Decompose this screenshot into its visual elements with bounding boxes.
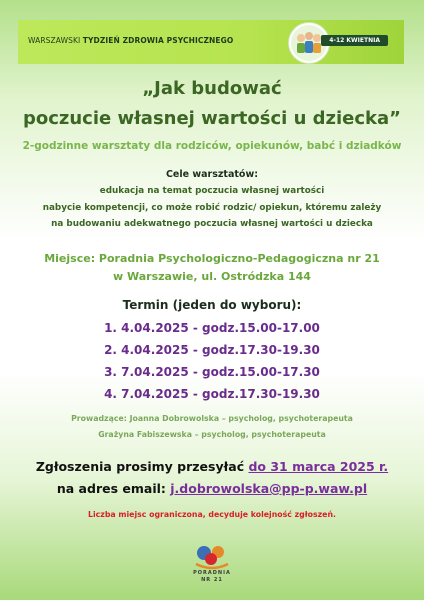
- place-line1: Miejsce: Poradnia Psychologiczno-Pedagogiczna nr 21: [44, 252, 380, 265]
- poradnia-logo-icon: [190, 542, 234, 570]
- term-item: 3. 7.04.2025 - godz.15.00-17.30: [104, 365, 320, 379]
- goal-item: nabycie kompetencji, co może robić rodzic/ opiekun, któremu zależy: [42, 203, 382, 213]
- email-link[interactable]: j.dobrowolska@pp-p.waw.pl: [170, 481, 368, 496]
- goal-item: edukacja na temat poczucia własnej wartości: [99, 186, 325, 196]
- goal-item: na budowaniu adekwatnego poczucia własnej wartości u dziecka: [51, 219, 373, 229]
- signup-deadline: do 31 marca 2025 r.: [248, 459, 389, 474]
- logo-text-line2: NR 21: [201, 577, 223, 583]
- hosts-line2: Grażyna Fabiszewska – psycholog, psychoterapeuta: [98, 430, 326, 439]
- goals-heading: Cele warsztatów:: [165, 169, 259, 180]
- email-label: na adres email:: [56, 481, 171, 496]
- signup-line1: [0, 459, 424, 474]
- banner-title-part2: TYDZIEŃ ZDROWIA PSYCHICZNEGO: [82, 36, 234, 45]
- place-line2: w Warszawie, ul. Ostródzka 144: [113, 270, 311, 283]
- terms-heading: Termin (jeden do wyboru):: [122, 298, 302, 312]
- workshop-title-line1: „Jak budować: [142, 78, 282, 99]
- signup-line2: [0, 481, 424, 496]
- workshop-title-line2: poczucie własnej wartości u dziecka”: [22, 108, 402, 129]
- banner-date-badge: 4-12 KWIETNIA: [321, 35, 388, 46]
- term-item: 4. 7.04.2025 - godz.17.30-19.30: [104, 387, 320, 401]
- banner-title-part1: WARSZAWSKI: [28, 36, 81, 45]
- logo-text-line1: PORADNIA: [193, 570, 231, 576]
- workshop-subtitle: 2-godzinne warsztaty dla rodziców, opiekunów, babć i dziadków: [22, 140, 402, 152]
- poradnia-logo: [190, 542, 234, 588]
- banner-title: [28, 36, 233, 45]
- event-banner: [18, 20, 404, 64]
- hosts-line1: Prowadzące: Joanna Dobrowolska – psycholog, psychoterapeuta: [71, 414, 353, 423]
- term-item: 2. 4.04.2025 - godz.17.30-19.30: [104, 343, 320, 357]
- limited-places-notice: Liczba miejsc ograniczona, decyduje kolejność zgłoszeń.: [88, 510, 336, 519]
- term-item: 1. 4.04.2025 - godz.15.00-17.00: [104, 321, 320, 335]
- signup-text: Zgłoszenia prosimy przesyłać: [35, 459, 249, 474]
